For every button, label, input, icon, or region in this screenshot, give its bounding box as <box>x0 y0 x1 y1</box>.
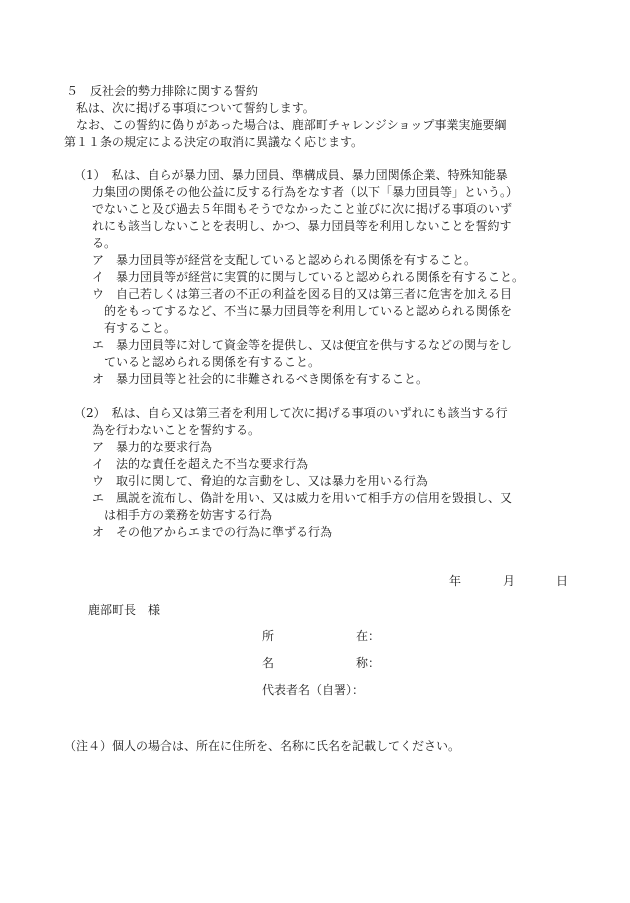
intro-line-2: なお、この誓約に偽りがあった場合は、鹿部町チャレンジショップ事業実施要綱 <box>76 118 507 132</box>
address-label-2: 在： <box>356 629 381 643</box>
date-year: 年 <box>449 574 462 588</box>
clause1-line-1: （1） 私は、自らが暴力団、暴力団員、準構成員、暴力団関係企業、特殊知能暴 <box>74 168 508 182</box>
clause1-item-u-line-1: ウ 自己若しくは第三者の不正の利益を図る目的又は第三者に危害を加える目 <box>92 287 513 301</box>
clause2-line-2: 為を行わないことを誓約する。 <box>92 423 261 437</box>
date-day: 日 <box>556 574 569 588</box>
clause1-line-4: れにも該当しないことを表明し、かつ、暴力団員等を利用しないことを誓約す <box>92 219 512 233</box>
clause2-item-i: イ 法的な責任を超えた不当な要求行為 <box>92 457 309 471</box>
addressee: 鹿部町長 様 <box>88 603 161 617</box>
name-label: 名 <box>262 656 275 670</box>
clause1-item-o: オ 暴力団員等と社会的に非難されるべき関係を有すること。 <box>92 372 429 386</box>
clause2-item-e-line-1: エ 風説を流布し、偽計を用い、又は威力を用いて相手方の信用を毀損し、又 <box>92 491 513 505</box>
clause2-item-u: ウ 取引に関して、脅迫的な言動をし、又は暴力を用いる行為 <box>92 474 428 488</box>
clause1-item-u-line-2: 的をもってするなど、不当に暴力団員等を利用していると認められる関係を <box>104 304 513 318</box>
intro-line-1: 私は、次に掲げる事項について誓約します。 <box>76 101 315 115</box>
clause1-item-e-line-1: エ 暴力団員等に対して資金等を提供し、又は便宜を供与するなどの関与をし <box>92 338 513 352</box>
clause1-item-a: ア 暴力団員等が経営を支配していると認められる関係を有すること。 <box>92 253 477 267</box>
clause1-item-u-line-3: 有すること。 <box>104 321 177 335</box>
clause2-item-o: オ その他アからエまでの行為に準ずる行為 <box>92 525 333 539</box>
name-label-2: 称： <box>356 656 381 670</box>
clause1-line-5: る。 <box>92 236 117 250</box>
clause2-line-1: （2） 私は、自ら又は第三者を利用して次に掲げる事項のいずれにも該当する行 <box>74 406 508 420</box>
clause2-item-e-line-2: は相手方の業務を妨害する行為 <box>104 508 273 522</box>
representative-label: 代表者名（自署）： <box>262 683 365 697</box>
section-heading: ５ 反社会的勢力排除に関する誓約 <box>66 84 259 98</box>
intro-line-3: 第１１条の規定による決定の取消に異議なく応じます。 <box>64 135 364 149</box>
date-month: 月 <box>503 574 516 588</box>
clause1-item-i: イ 暴力団員等が経営に実質的に関与していると認められる関係を有すること。 <box>92 270 525 284</box>
clause2-item-a: ア 暴力的な要求行為 <box>92 440 213 454</box>
clause1-item-e-line-2: ていると認められる関係を有すること。 <box>104 355 321 369</box>
note: （注４）個人の場合は、所在に住所を、名称に氏名を記載してください。 <box>64 739 461 753</box>
address-label: 所 <box>262 629 275 643</box>
clause1-line-2: 力集団の関係その他公益に反する行為をなす者（以下「暴力団員等」という。） <box>92 185 519 199</box>
clause1-line-3: でないこと及び過去５年間もそうでなかったこと並びに次に掲げる事項のいず <box>92 202 513 216</box>
